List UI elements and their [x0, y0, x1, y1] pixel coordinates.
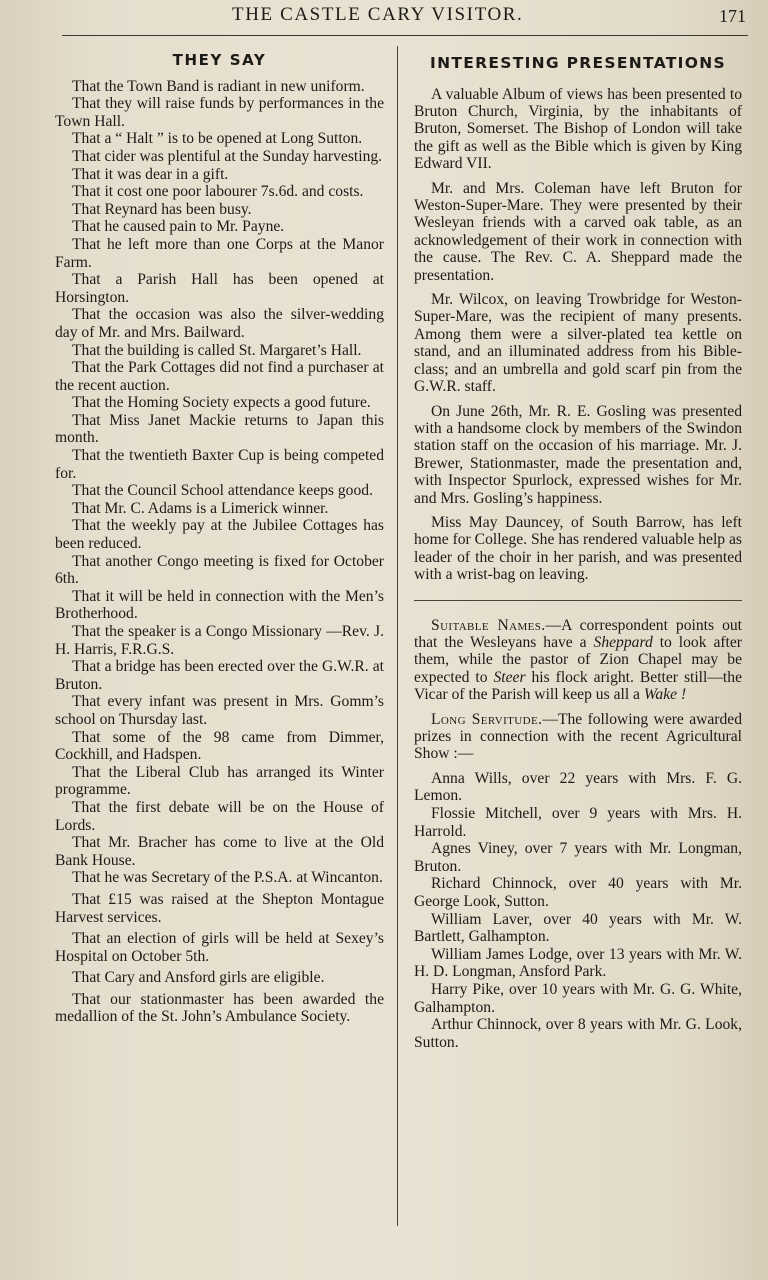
- they-say-item: That Cary and Ansford girls are eligible.: [72, 969, 325, 987]
- names-text: to look after them, while the pastor of Zion Chapel may be expected to: [414, 633, 742, 686]
- they-say-item: That our stationmaster has been awarded the medallion of the St. John’s Ambulance Society.: [55, 990, 384, 1026]
- they-say-item: That a bridge has been erected over the G.W.R. at Bruton.: [55, 658, 384, 693]
- long-servitude-paragraph: [414, 711, 742, 763]
- long-servitude-intro: —The following were awarded prizes in connection with the recent Agricultural Show :—: [414, 710, 743, 763]
- column-rule: [397, 46, 398, 1226]
- they-say-item: That the Park Cottages did not find a purchaser at the recent auction.: [55, 359, 384, 394]
- presentation-paragraph: A valuable Album of views has been presented to Bruton Church, Virginia, by the inhabitants of Bruton, Somerset. The Bishop of London will take the gift as well as the Bible which is given by King Edward VII.: [414, 85, 742, 173]
- they-say-item: That Mr. C. Adams is a Limerick winner.: [72, 499, 329, 517]
- award-entry: Arthur Chinnock, over 8 years with Mr. G. Look, Sutton.: [414, 1016, 742, 1051]
- award-entry: William Laver, over 40 years with Mr. W. Bartlett, Galhampton.: [414, 910, 742, 946]
- they-say-item: That a “ Halt ” is to be opened at Long Sutton.: [72, 130, 363, 148]
- they-say-item: That he left more than one Corps at the Manor Farm.: [55, 235, 384, 271]
- presentations-heading: INTERESTING PRESENTATIONS: [430, 54, 726, 72]
- award-entry: Flossie Mitchell, over 9 years with Mrs. H. Harrold.: [414, 805, 742, 840]
- presentations-column: [414, 48, 742, 1051]
- they-say-heading: THEY SAY: [172, 51, 267, 69]
- names-italic: Steer: [493, 668, 526, 686]
- running-title: THE CASTLE CARY VISITOR.: [232, 4, 524, 25]
- they-say-item: That the Council School attendance keeps good.: [72, 482, 373, 500]
- names-italic: Sheppard: [593, 633, 653, 651]
- running-head: [60, 4, 750, 30]
- they-say-item: That he was Secretary of the P.S.A. at Wincanton.: [72, 869, 383, 887]
- names-text: his flock aright. Better still—the Vicar of the Parish will keep us all a: [414, 668, 742, 704]
- they-say-item: That Mr. Bracher has come to live at the Old Bank House.: [55, 834, 384, 869]
- they-say-item: That the first debate will be on the House of Lords.: [55, 798, 384, 834]
- header-rule: [62, 35, 748, 36]
- presentation-paragraph: On June 26th, Mr. R. E. Gosling was presented with a handsome clock by members of the Swindon station staff on the occasion of his marriage. Mr. J. Brewer, Stationmaster, made the presentation and, with Inspector Spurlock, expressed wishes for Mr. and Mrs. Gosling’s happiness.: [414, 402, 742, 507]
- they-say-item: That it cost one poor labourer 7s.6d. and costs.: [72, 183, 364, 201]
- award-entry: William James Lodge, over 13 years with Mr. W. H. D. Longman, Ansford Park.: [414, 945, 742, 981]
- they-say-item: That every infant was present in Mrs. Gomm’s school on Thursday last.: [55, 693, 384, 728]
- they-say-item: That it was dear in a gift.: [72, 165, 229, 183]
- they-say-item: That Miss Janet Mackie returns to Japan this month.: [55, 411, 384, 447]
- they-say-item: That the building is called St. Margaret’s Hall.: [72, 341, 362, 359]
- they-say-item: That Reynard has been busy.: [72, 200, 252, 218]
- section-rule: [414, 600, 742, 601]
- page-number: 171: [719, 6, 746, 26]
- presentation-paragraph: Miss May Dauncey, of South Barrow, has left home for College. She has rendered valuable help as leader of the choir in her parish, and was presented with a wrist-bag on leaving.: [414, 513, 742, 584]
- they-say-item: That £15 was raised at the Shepton Montague Harvest services.: [55, 890, 384, 926]
- they-say-item: That he caused pain to Mr. Payne.: [72, 218, 285, 236]
- they-say-item: That the speaker is a Congo Missionary —Rev. J. H. Harris, F.R.G.S.: [55, 623, 384, 658]
- they-say-item: That cider was plentiful at the Sunday harvesting.: [72, 147, 383, 165]
- they-say-item: That a Parish Hall has been opened at Horsington.: [55, 271, 384, 306]
- they-say-item: That another Congo meeting is fixed for October 6th.: [55, 552, 384, 588]
- names-text: —A correspondent points out that the Wesleyans have a: [414, 616, 742, 651]
- they-say-item: That the occasion was also the silver-wedding day of Mr. and Mrs. Bailward.: [55, 306, 384, 341]
- they-say-column: [55, 48, 384, 1026]
- award-entry: Anna Wills, over 22 years with Mrs. F. G. Lemon.: [414, 769, 742, 805]
- suitable-names-lead: Suitable Names.: [431, 616, 546, 634]
- suitable-names-paragraph: [414, 617, 742, 704]
- presentation-paragraph: Mr. and Mrs. Coleman have left Bruton for Weston-Super-Mare. They were presented by their Wesleyan friends with a carved oak table, as an acknowledgement of their work in connection with the cause. The Rev. C. A. Sheppard made the presentation.: [414, 179, 742, 284]
- award-entry: Agnes Viney, over 7 years with Mr. Longman, Bruton.: [414, 840, 742, 875]
- they-say-item: That the Homing Society expects a good future.: [72, 394, 371, 412]
- award-entry: Harry Pike, over 10 years with Mr. G. G. White, Galhampton.: [414, 980, 742, 1016]
- they-say-item: That the Town Band is radiant in new uniform.: [72, 77, 365, 95]
- they-say-item: That it will be held in connection with the Men’s Brotherhood.: [55, 587, 384, 623]
- they-say-item: That an election of girls will be held at Sexey’s Hospital on October 5th.: [55, 930, 384, 965]
- award-entry: Richard Chinnock, over 40 years with Mr. George Look, Sutton.: [414, 875, 742, 910]
- they-say-item: That they will raise funds by performances in the Town Hall.: [55, 95, 384, 130]
- long-servitude-lead: Long Servitude.: [431, 710, 543, 728]
- they-say-item: That the twentieth Baxter Cup is being competed for.: [55, 447, 384, 482]
- they-say-item: That some of the 98 came from Dimmer, Cockhill, and Hadspen.: [55, 728, 384, 764]
- names-italic: Wake !: [643, 686, 687, 704]
- presentation-paragraph: Mr. Wilcox, on leaving Trowbridge for Weston-Super-Mare, was the recipient of many presents. Among them were a silver-plated tea kettle on stand, and an illuminated address from his Bible-class; and an umbrella and gold scarf pin from the G.W.R. staff.: [414, 291, 742, 396]
- they-say-item: That the weekly pay at the Jubilee Cottages has been reduced.: [55, 517, 384, 553]
- they-say-item: That the Liberal Club has arranged its Winter programme.: [55, 763, 384, 799]
